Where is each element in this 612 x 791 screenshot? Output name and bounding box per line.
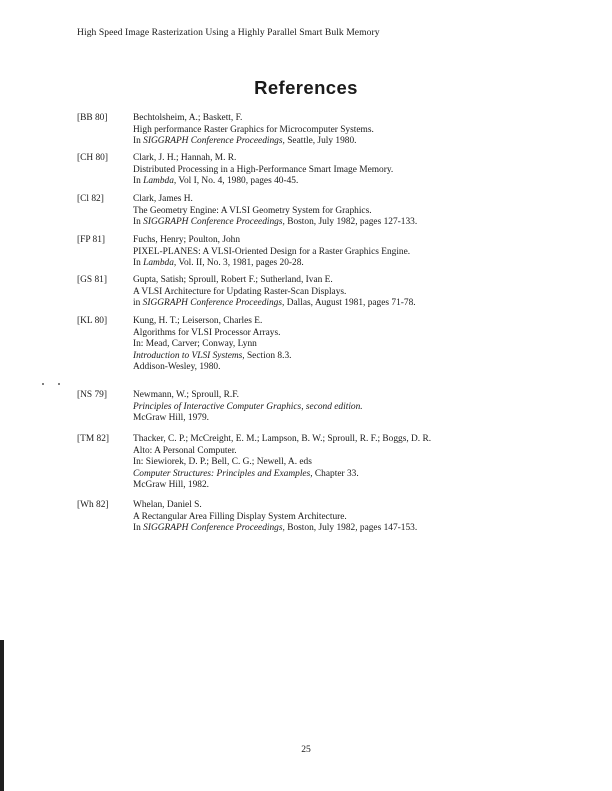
reference-title: The Geometry Engine: A VLSI Geometry System for Graphics.	[133, 205, 372, 216]
venue-details: Boston, July 1982, pages 127-133.	[287, 217, 418, 228]
citation-key: [CH 80]	[77, 153, 108, 163]
reference-publisher: McGraw Hill, 1982.	[133, 480, 210, 491]
reference-authors: Clark, James H.	[133, 194, 193, 204]
reference-title: Alto: A Personal Computer.	[133, 445, 237, 456]
reference-venue-line	[133, 176, 577, 188]
citation-key: [Wh 82]	[77, 500, 109, 510]
citation-key: [GS 81]	[77, 275, 107, 285]
reference-authors: Newmann, W.; Sproull, R.F.	[133, 390, 240, 400]
venue-prefix: In	[133, 523, 141, 534]
scan-speck	[58, 383, 60, 385]
reference-authors: Kung, H. T.; Leiserson, Charles E.	[133, 316, 263, 326]
reference-authors: Fuchs, Henry; Poulton, John	[133, 235, 241, 245]
citation-key: [TM 82]	[77, 434, 110, 444]
venue-name: SIGGRAPH Conference Proceedings,	[142, 298, 285, 309]
scanned-page-edge	[0, 640, 4, 791]
venue-name: Lambda,	[143, 176, 177, 187]
reference-title: A VLSI Architecture for Updating Raster-Scan Displays.	[133, 286, 347, 297]
venue-prefix: in	[133, 298, 141, 309]
book-details: Chapter 33.	[314, 468, 359, 479]
running-header: High Speed Image Rasterization Using a Highly Parallel Smart Bulk Memory	[77, 27, 380, 38]
reference-book-line	[133, 351, 577, 363]
reference-venue-line	[133, 523, 577, 535]
section-title: References	[254, 77, 358, 98]
venue-prefix: In	[133, 258, 141, 269]
venue-details: Seattle, July 1980.	[287, 136, 357, 147]
reference-entry	[77, 434, 577, 492]
reference-entry	[77, 390, 577, 425]
reference-venue-line	[133, 258, 577, 270]
citation-key: [KL 80]	[77, 316, 108, 326]
reference-title: High performance Raster Graphics for Microcomputer Systems.	[133, 124, 374, 135]
citation-key: [NS 79]	[77, 390, 107, 400]
page-number: 25	[301, 744, 311, 755]
reference-venue-line	[133, 298, 577, 310]
reference-title: PIXEL-PLANES: A VLSI-Oriented Design for a Raster Graphics Engine.	[133, 246, 411, 257]
reference-entry	[77, 235, 577, 270]
venue-prefix: In	[133, 217, 141, 228]
reference-authors: Whelan, Daniel S.	[133, 500, 202, 510]
reference-entry	[77, 194, 577, 229]
reference-publisher: McGraw Hill, 1979.	[133, 413, 210, 424]
reference-entry	[77, 275, 577, 310]
venue-name: SIGGRAPH Conference Proceedings,	[143, 136, 285, 147]
venue-details: Boston, July 1982, pages 147-153.	[287, 523, 418, 534]
reference-authors: Thacker, C. P.; McCreight, E. M.; Lampson, B. W.; Sproull, R. F.; Boggs, D. R.	[133, 434, 432, 444]
reference-entry	[77, 113, 577, 148]
venue-details: Vol. II, No. 3, 1981, pages 20-28.	[178, 258, 304, 269]
reference-entry	[77, 500, 577, 535]
venue-details: Dallas, August 1981, pages 71-78.	[286, 298, 416, 309]
reference-venue-line	[133, 136, 577, 148]
book-title: Principles of Interactive Computer Graphics, second edition.	[133, 401, 363, 412]
reference-title: Distributed Processing in a High-Performance Smart Image Memory.	[133, 164, 394, 175]
reference-entry	[77, 153, 577, 188]
citation-key: [BB 80]	[77, 113, 108, 123]
venue-name: SIGGRAPH Conference Proceedings,	[143, 523, 285, 534]
reference-title: A Rectangular Area Filling Display System Architecture.	[133, 511, 347, 522]
book-title: Introduction to VLSI Systems,	[133, 350, 245, 361]
venue-name: Lambda,	[143, 258, 177, 269]
citation-key: [FP 81]	[77, 235, 106, 245]
scan-speck	[42, 383, 44, 385]
venue-details: Vol I, No. 4, 1980, pages 40-45.	[178, 176, 299, 187]
reference-editors: In: Siewiorek, D. P.; Bell, C. G.; Newell, A. eds	[133, 457, 312, 468]
book-details: Section 8.3.	[246, 350, 292, 361]
citation-key: [Cl 82]	[77, 194, 104, 204]
reference-authors: Gupta, Satish; Sproull, Robert F.; Sutherland, Ivan E.	[133, 275, 333, 285]
venue-prefix: In	[133, 136, 141, 147]
reference-publisher: Addison-Wesley, 1980.	[133, 362, 221, 373]
reference-book-line	[133, 469, 577, 481]
venue-prefix: In	[133, 176, 141, 187]
reference-authors: Clark, J. H.; Hannah, M. R.	[133, 153, 237, 163]
reference-authors: Bechtolsheim, A.; Baskett, F.	[133, 113, 243, 123]
reference-venue-line	[133, 217, 577, 229]
reference-editors: In: Mead, Carver; Conway, Lynn	[133, 339, 257, 350]
book-title: Computer Structures: Principles and Examples,	[133, 468, 313, 479]
venue-name: SIGGRAPH Conference Proceedings,	[143, 217, 285, 228]
reference-entry	[77, 316, 577, 374]
reference-title: Algorithms for VLSI Processor Arrays.	[133, 327, 281, 338]
